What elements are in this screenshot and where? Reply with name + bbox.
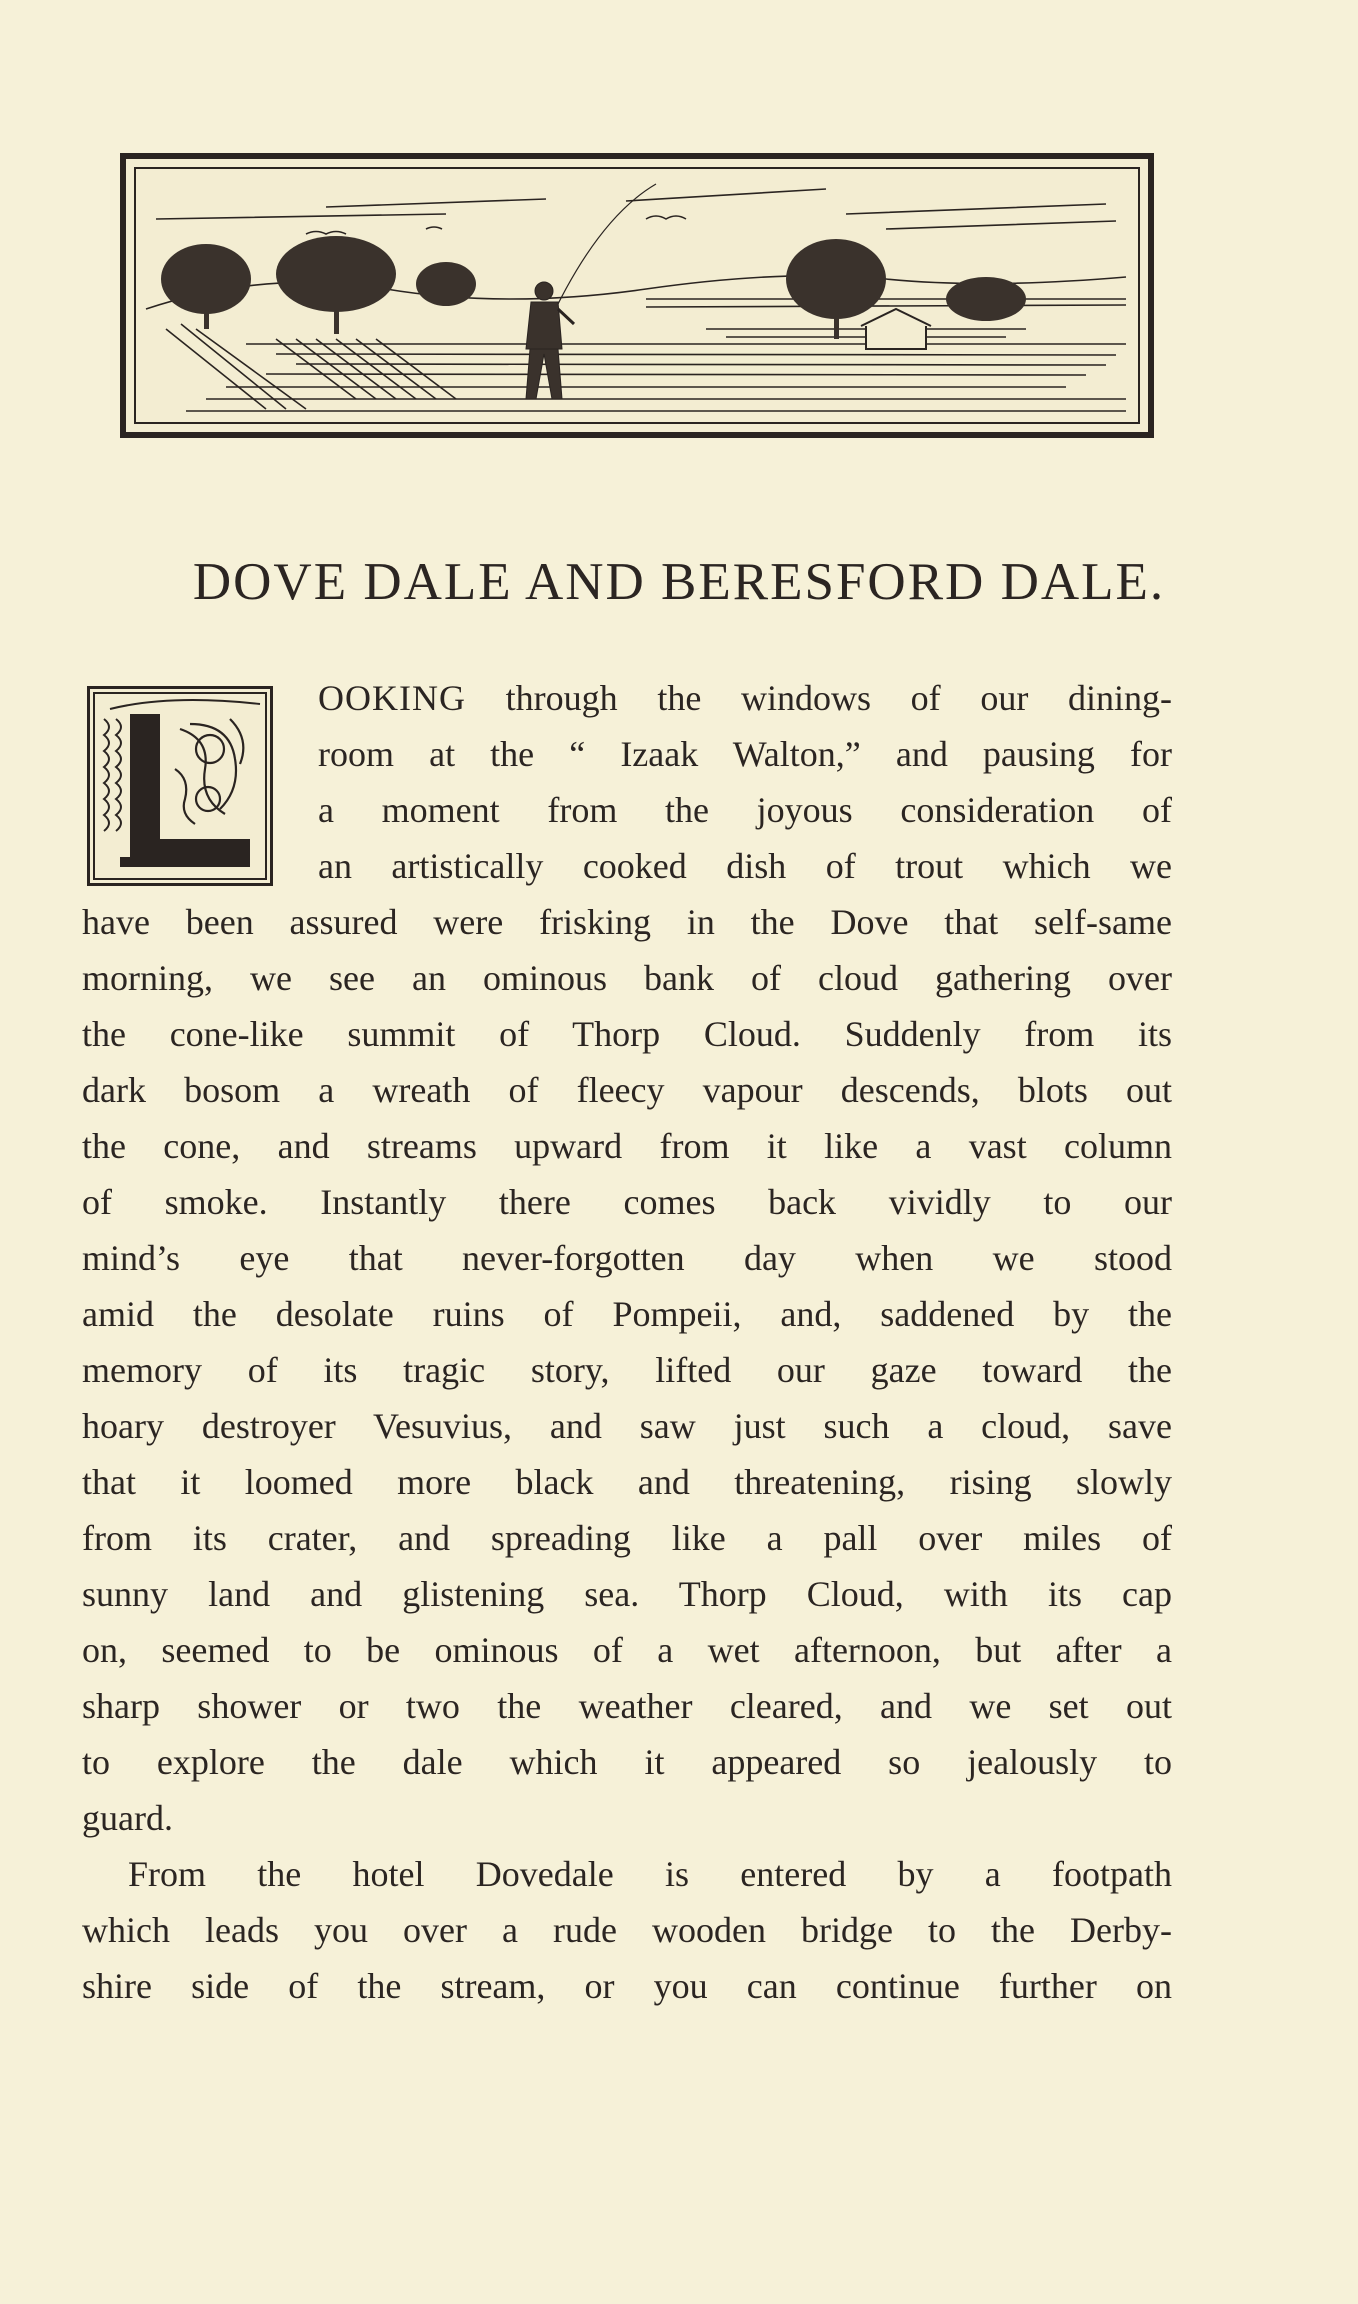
text-line: morning, we see an ominous bank of cloud gathering over: [82, 958, 1172, 998]
text-line: dark bosom a wreath of fleecy vapour descends, blots out: [82, 1070, 1172, 1110]
text-line: hoary destroyer Vesuvius, and saw just such a cloud, save: [82, 1406, 1172, 1446]
first-word-rest: OOKING: [318, 678, 466, 718]
text-line-content: through the windows of our dining-: [505, 678, 1173, 718]
ornamental-drop-cap-l-icon: [90, 689, 270, 883]
page-title: DOVE DALE AND BERESFORD DALE.: [192, 553, 1166, 611]
text-line: on, seemed to be ominous of a wet afternoon, but after a: [82, 1630, 1172, 1670]
text-line: to explore the dale which it appeared so jealously to: [82, 1742, 1172, 1782]
text-line: have been assured were frisking in the Dove that self-same: [82, 902, 1172, 942]
text-line: sunny land and glistening sea. Thorp Cloud, with its cap: [82, 1574, 1172, 1614]
text-line: From the hotel Dovedale is entered by a footpath: [128, 1854, 1172, 1894]
text-line: the cone-like summit of Thorp Cloud. Suddenly from its: [82, 1014, 1172, 1054]
text-line: of smoke. Instantly there comes back vividly to our: [82, 1182, 1172, 1222]
text-line: an artistically cooked dish of trout which we: [318, 846, 1172, 886]
text-line: that it loomed more black and threatening, rising slowly: [82, 1462, 1172, 1502]
text-line: sharp shower or two the weather cleared, and we set out: [82, 1686, 1172, 1726]
text-line: room at the “ Izaak Walton,” and pausing for: [318, 734, 1172, 774]
text-line: guard.: [82, 1798, 173, 1838]
text-line: mind’s eye that never-forgotten day when we stood: [82, 1238, 1172, 1278]
text-line: a moment from the joyous consideration of: [318, 790, 1172, 830]
drop-cap-ornament: [87, 686, 273, 886]
fly-fishing-landscape-icon: [126, 159, 1148, 432]
text-line: which leads you over a rude wooden bridge to the Derby-: [82, 1910, 1172, 1950]
text-line: the cone, and streams upward from it like a vast column: [82, 1126, 1172, 1166]
text-line: amid the desolate ruins of Pompeii, and, saddened by the: [82, 1294, 1172, 1334]
headpiece-illustration: [120, 153, 1154, 438]
text-line: memory of its tragic story, lifted our gaze toward the: [82, 1350, 1172, 1390]
text-line: shire side of the stream, or you can continue further on: [82, 1966, 1172, 2006]
text-line: from its crater, and spreading like a pall over miles of: [82, 1518, 1172, 1558]
text-line: [318, 676, 1172, 720]
